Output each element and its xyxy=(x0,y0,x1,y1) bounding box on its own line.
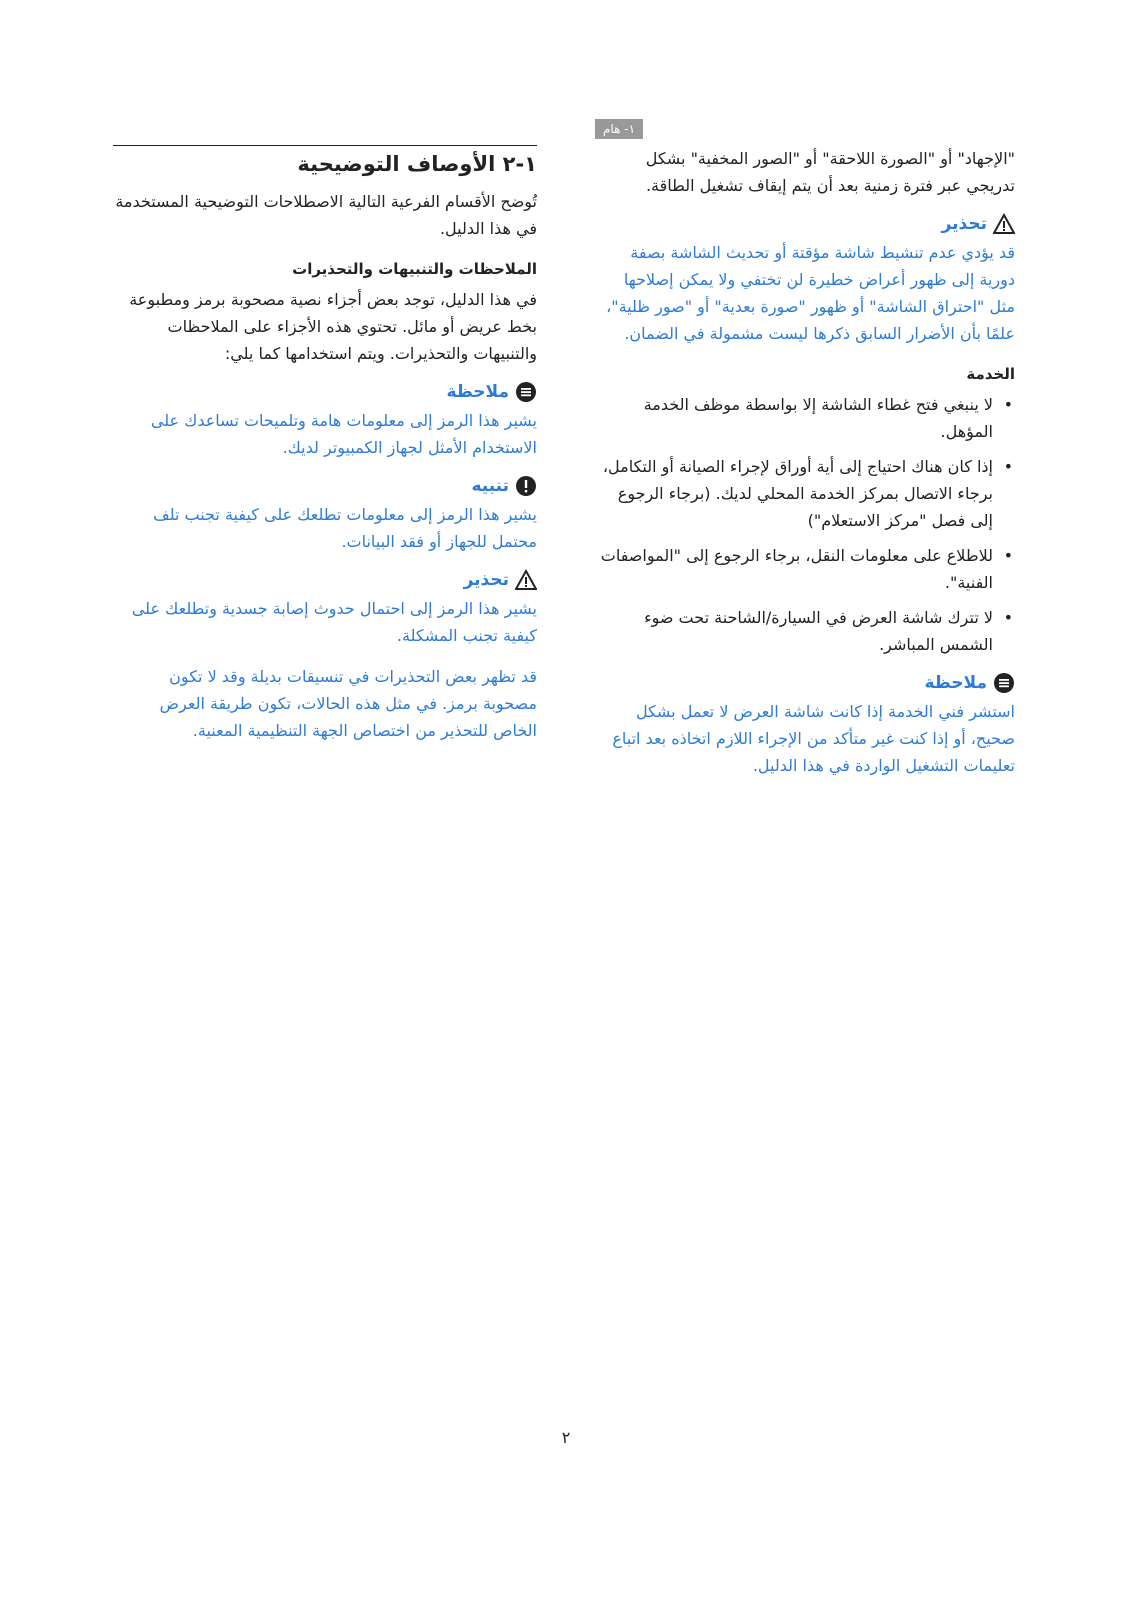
warning-triangle-icon xyxy=(515,569,537,591)
note-icon xyxy=(515,381,537,403)
note-heading xyxy=(113,381,537,403)
left-column xyxy=(113,145,537,744)
note-text: استشر فني الخدمة إذا كانت شاشة العرض لا تعمل بشكل صحيح، أو إذا كنت غير متأكد من الإجراء اللازم اتخاذه بعد اتباع تعليمات التشغيل الواردة في هذا الدليل. xyxy=(612,702,1015,775)
warning-heading xyxy=(113,569,537,591)
list-item: • إذا كان هناك احتياج إلى أية أوراق لإجراء الصيانة أو التكامل، برجاء الاتصال بمركز الخدمة المحلي لديك. (برجاء الرجوع إلى فصل "مركز الاستعلام") xyxy=(595,453,1015,534)
section-rule xyxy=(113,145,537,146)
warning-title: تحذير xyxy=(941,214,987,234)
section-tag: ١- هام xyxy=(595,119,643,139)
caution-title: تنبيه xyxy=(471,476,509,496)
section-intro: تُوضح الأقسام الفرعية التالية الاصطلاحات التوضيحية المستخدمة في هذا الدليل. xyxy=(115,192,537,238)
list-item: • لا تترك شاشة العرض في السيارة/الشاحنة تحت ضوء الشمس المباشر. xyxy=(595,604,1015,658)
section-title: ١-٢ الأوصاف التوضيحية xyxy=(297,152,537,176)
note-icon xyxy=(993,672,1015,694)
notices-subheading: الملاحظات والتنبيهات والتحذيرات xyxy=(292,260,537,278)
caution-heading xyxy=(113,475,537,497)
list-item: • لا ينبغي فتح غطاء الشاشة إلا بواسطة موظف الخدمة المؤهل. xyxy=(595,391,1015,445)
warning-title: تحذير xyxy=(463,570,509,590)
service-list xyxy=(595,391,1015,658)
warning-triangle-icon xyxy=(993,213,1015,235)
intro-paragraph: "الإجهاد" أو "الصورة اللاحقة" أو "الصور المخفية" بشكل تدريجي عبر فترة زمنية بعد أن يتم إيقاف تشغيل الطاقة. xyxy=(645,149,1015,195)
note-title: ملاحظة xyxy=(924,673,987,693)
list-item: • للاطلاع على معلومات النقل، برجاء الرجوع إلى "المواصفات الفنية". xyxy=(595,542,1015,596)
note-title: ملاحظة xyxy=(446,382,509,402)
note-text: يشير هذا الرمز إلى معلومات هامة وتلميحات تساعدك على الاستخدام الأمثل لجهاز الكمبيوتر لديك. xyxy=(150,411,537,457)
closing-paragraph: قد تظهر بعض التحذيرات في تنسيقات بديلة وقد لا تكون مصحوبة برمز. في مثل هذه الحالات، تكون طريقة العرض الخاص للتحذير من اختصاص الجهة التنظيمية المعنية. xyxy=(159,667,537,740)
warning-heading xyxy=(595,213,1015,235)
warning-text: يشير هذا الرمز إلى احتمال حدوث إصابة جسدية وتطلعك على كيفية تجنب المشكلة. xyxy=(131,599,537,645)
caution-text: يشير هذا الرمز إلى معلومات تطلعك على كيفية تجنب تلف محتمل للجهاز أو فقد البيانات. xyxy=(153,505,537,551)
right-column xyxy=(595,118,1015,779)
service-heading: الخدمة xyxy=(966,365,1015,383)
note-heading xyxy=(595,672,1015,694)
warning-text: قد يؤدي عدم تنشيط شاشة مؤقتة أو تحديث الشاشة بصفة دورية إلى ظهور أعراض خطيرة لن تختفي ولا يمكن إصلاحها مثل "احتراق الشاشة" أو ظهور "صورة بعدية" أو "صور ظلية"، علمًا بأن الأضرار السابق ذكرها ليست مشمولة في الضمان. xyxy=(606,243,1015,343)
page-number: ٢ xyxy=(561,1428,571,1447)
notices-paragraph: في هذا الدليل، توجد بعض أجزاء نصية مصحوبة برمز ومطبوعة بخط عريض أو مائل. تحتوي هذه الأجزاء على الملاحظات والتنبيهات والتحذيرات. ويتم استخدامها كما يلي: xyxy=(129,290,537,363)
exclamation-icon xyxy=(515,475,537,497)
